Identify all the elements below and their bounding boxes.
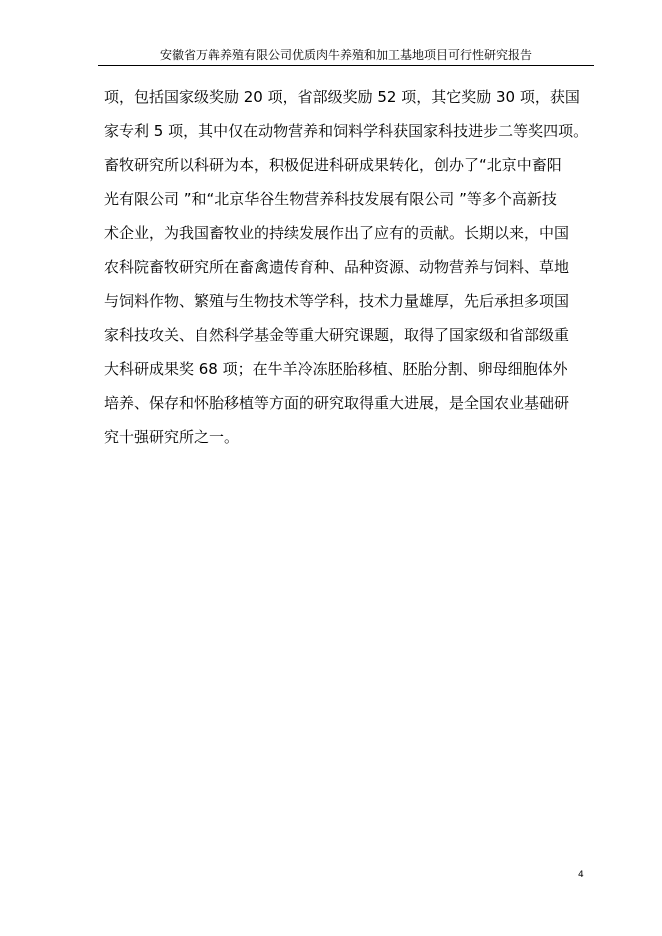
page-number: 4 [578,870,584,880]
text-line: 光有限公司 ”和“北京华谷生物营养科技发展有限公司 ”等多个高新技 [104,190,557,208]
text-line: 家科技攻关、自然科学基金等重大研究课题，取得了国家级和省部级重 [104,326,570,344]
text-line: 究十强研究所之一。 [104,428,240,446]
text-line: 家专利 5 项，其中仅在动物营养和饲料学科获国家科技进步二等奖四项。 [104,122,589,140]
text-line: 畜牧研究所以科研为本，积极促进科研成果转化，创办了“北京中畜阳 [104,156,562,174]
page-header [98,46,594,66]
text-line: 项，包括国家级奖励 20 项，省部级奖励 52 项，其它奖励 30 项，获国 [104,88,580,106]
text-line: 大科研成果奖 68 项；在牛羊冷冻胚胎移植、胚胎分割、卵母细胞体外 [104,360,568,378]
header-title: 安徽省万犇养殖有限公司优质肉牛养殖和加工基地项目可行性研究报告 [159,48,532,62]
text-line: 术企业，为我国畜牧业的持续发展作出了应有的贡献。长期以来，中国 [104,224,570,242]
text-line: 农科院畜牧研究所在畜禽遗传育种、品种资源、动物营养与饲料、草地 [104,258,570,276]
text-line: 与饲料作物、繁殖与生物技术等学科，技术力量雄厚，先后承担多项国 [104,292,570,310]
text-line: 培养、保存和怀胎移植等方面的研究取得重大进展，是全国农业基础研 [104,394,570,412]
